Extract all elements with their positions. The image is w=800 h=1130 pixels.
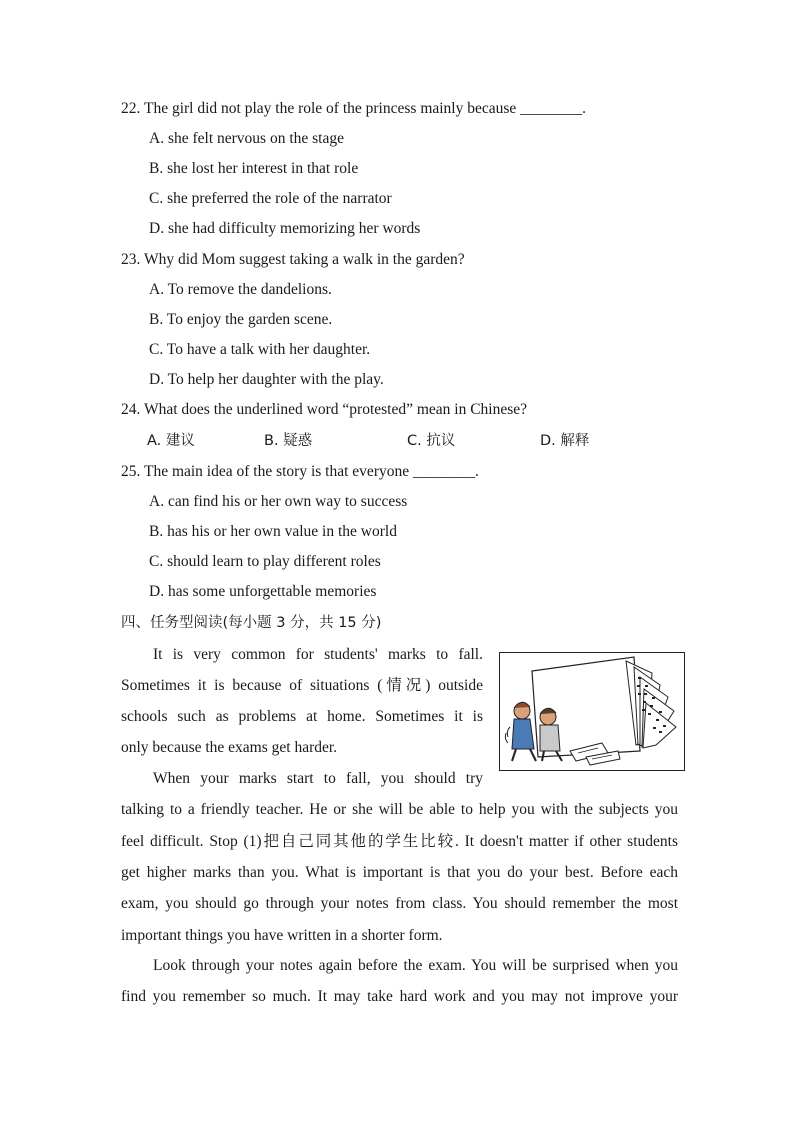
passage-p1-line-4: only because the exams get harder. — [121, 739, 338, 756]
question-23-option-c: C. To have a talk with her daughter. — [149, 341, 371, 358]
question-25-option-b: B. has his or her own value in the world — [149, 523, 397, 540]
question-25-option-c: C. should learn to play different roles — [149, 553, 381, 570]
question-22-option-b: B. she lost her interest in that role — [149, 160, 359, 177]
question-25-option-a: A. can find his or her own way to success — [149, 493, 408, 510]
question-24-option-b: B. 疑惑 — [264, 433, 313, 449]
passage-p2-line-3: feel difficult. Stop (1)把自己同其他的学生比较. It doesn't matter if other students — [121, 833, 678, 850]
passage-p1-line-1: It is very common for students' marks to fall. — [153, 646, 483, 663]
passage-p2-line-6: important things you have written in a shorter form. — [121, 927, 443, 944]
question-22-option-d: D. she had difficulty memorizing her words — [149, 220, 421, 237]
passage-p1-line-3: schools such as problems at home. Sometimes it is — [121, 708, 483, 725]
student-papers-illustration — [499, 652, 685, 771]
passage-p2-line-4: get higher marks than you. What is important is that you do your best. Before each — [121, 864, 678, 881]
question-22-option-a: A. she felt nervous on the stage — [149, 130, 344, 147]
question-25-stem: 25. The main idea of the story is that everyone ________. — [121, 463, 479, 480]
student-with-falling-test-papers-icon — [500, 653, 684, 770]
question-24-option-c: C. 抗议 — [407, 433, 456, 449]
passage-p3-line-2: find you remember so much. It may take hard work and you may not improve your — [121, 988, 678, 1005]
passage-p1-line-2: Sometimes it is because of situations (情况) outside — [121, 677, 483, 694]
question-23-option-d: D. To help her daughter with the play. — [149, 371, 384, 388]
question-24-option-d: D. 解释 — [540, 433, 590, 449]
question-22-stem: 22. The girl did not play the role of the princess mainly because ________. — [121, 100, 587, 117]
question-25-option-d: D. has some unforgettable memories — [149, 583, 377, 600]
passage-p2-line-2: talking to a friendly teacher. He or she will be able to help you with the subjects you — [121, 801, 678, 818]
question-24-option-a: A. 建议 — [147, 433, 195, 449]
passage-p3-line-1: Look through your notes again before the exam. You will be surprised when you — [153, 957, 678, 974]
question-23-option-a: A. To remove the dandelions. — [149, 281, 332, 298]
question-23-option-b: B. To enjoy the garden scene. — [149, 311, 333, 328]
question-24-stem: 24. What does the underlined word “protested” mean in Chinese? — [121, 401, 528, 418]
section-heading: 四、任务型阅读(每小题 3 分，共 15 分) — [121, 615, 382, 631]
passage-p2-line-1: When your marks start to fall, you should try — [153, 770, 483, 787]
question-22-option-c: C. she preferred the role of the narrator — [149, 190, 392, 207]
question-23-stem: 23. Why did Mom suggest taking a walk in the garden? — [121, 251, 465, 268]
passage-p2-line-5: exam, you should go through your notes from class. You should remember the most — [121, 895, 678, 912]
